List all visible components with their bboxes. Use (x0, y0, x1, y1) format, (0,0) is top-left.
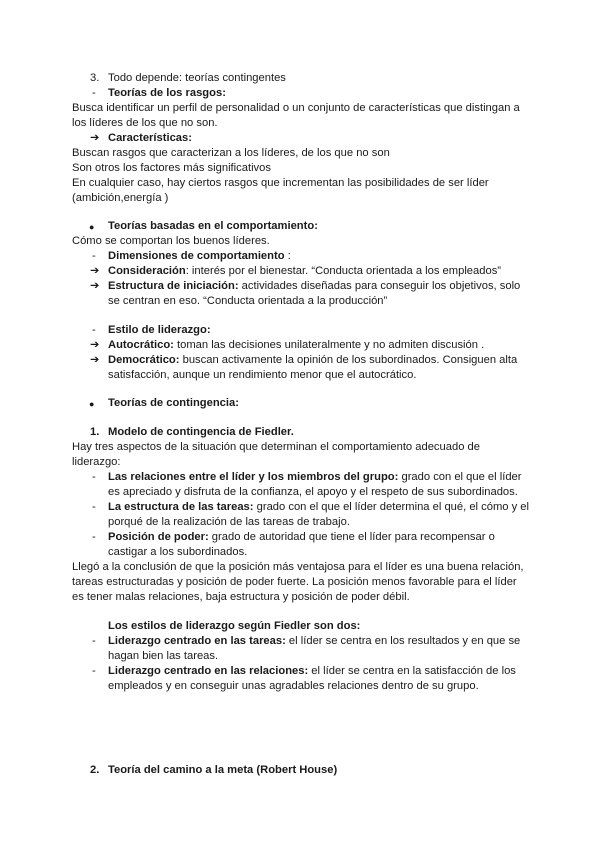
estructura-label: La estructura de las tareas: (108, 501, 254, 513)
paragraph-line: hagan bien las tareas. (108, 650, 219, 662)
dash-marker: - (92, 471, 96, 483)
paragraph-line: Busca identificar un perfil de personalidad o un conjunto de características que distingan a (72, 102, 520, 114)
comportamiento-heading: Teorías basadas en el comportamiento: (108, 220, 318, 232)
paragraph-line: empleados y en conseguir unas agradables relaciones dentro de su grupo. (108, 680, 479, 692)
relaciones-label: Las relaciones entre el líder y los miembros del grupo: (108, 471, 399, 483)
relaciones2-text: el líder se centra en la satisfacción de los (308, 665, 516, 677)
iniciacion-line (108, 279, 520, 294)
contingencia-heading: Teorías de contingencia: (108, 397, 239, 409)
list-number: 3. (90, 72, 100, 84)
paragraph-line: (ambición,energía ) (72, 192, 169, 204)
bullet-icon: ● (89, 222, 95, 232)
paragraph-line: Hay tres aspectos de la situación que determinan el comportamiento adecuado de (72, 441, 480, 453)
relaciones-text: grado con el que el líder (398, 471, 522, 483)
list-item-text: Todo depende: teorías contingentes (108, 72, 286, 84)
iniciacion-text: actividades diseñadas para conseguir los objetivos, solo (238, 280, 521, 292)
dimensiones-line (108, 249, 291, 264)
paragraph-line: porqué de la realización de las tareas de trabajo. (108, 516, 350, 528)
arrow-icon: ➔ (90, 280, 100, 292)
tareas-text: el líder se centra en los resultados y en que se (285, 635, 521, 647)
dash-marker: - (92, 635, 96, 647)
poder-label: Posición de poder: (108, 531, 209, 543)
iniciacion-label: Estructura de iniciación: (108, 280, 239, 292)
consideracion-label: Consideración (108, 265, 186, 277)
autocratico-label: Autocrático: (108, 339, 174, 351)
paragraph-line: se centran en eso. “Conducta orientada a la producción” (108, 295, 388, 307)
poder-line (108, 530, 495, 545)
list-number: 2. (90, 764, 100, 776)
dash-marker: - (92, 531, 96, 543)
camino-heading: Teoría del camino a la meta (Robert House) (108, 764, 338, 776)
estructura-text: grado con el que el líder determina el qué, el cómo y el (253, 501, 530, 513)
list-number: 1. (90, 426, 100, 438)
fiedler-heading: Modelo de contingencia de Fiedler. (108, 426, 294, 438)
dash-marker: - (92, 665, 96, 677)
dash-marker: - (92, 501, 96, 513)
estilo-heading: Estilo de liderazgo: (108, 324, 211, 336)
democratico-label: Democrático: (108, 354, 180, 366)
paragraph-line: Son otros los factores más significativos (72, 162, 271, 174)
paragraph-line: es tener malas relaciones, baja estructura y posición de poder débil. (72, 591, 410, 603)
poder-text: grado de autoridad que tiene el líder para recompensar o (208, 531, 495, 543)
paragraph-line: liderazgo: (72, 456, 121, 468)
dash-marker: - (92, 250, 96, 262)
consideracion-line (108, 264, 501, 279)
relaciones2-line (108, 664, 516, 679)
dash-marker: - (92, 324, 96, 336)
arrow-icon: ➔ (90, 354, 100, 366)
estructura-line (108, 500, 529, 515)
relaciones-line (108, 470, 522, 485)
consideracion-text: : interés por el bienestar. “Conducta orientada a los empleados” (185, 265, 502, 277)
dimensiones-label: Dimensiones de comportamiento (108, 250, 285, 262)
democratico-text: buscan activamente la opinión de los subordinados. Consiguen alta (179, 354, 518, 366)
bullet-icon: ● (89, 399, 95, 409)
paragraph-line: Llegó a la conclusión de que la posición más ventajosa para el líder es una buena relación, (72, 561, 524, 573)
autocratico-line (108, 338, 484, 353)
democratico-line (108, 353, 517, 368)
estilos-heading: Los estilos de liderazgo según Fiedler son dos: (108, 620, 361, 632)
paragraph-line: Cómo se comportan los buenos líderes. (72, 235, 270, 247)
paragraph-line: es apreciado y disfruta de la confianza, el apoyo y el respeto de sus subordinados. (108, 486, 518, 498)
paragraph-line: Buscan rasgos que caracterizan a los líderes, de los que no son (72, 147, 390, 159)
tareas-line (108, 634, 520, 649)
arrow-icon: ➔ (90, 339, 100, 351)
tareas-label: Liderazgo centrado en las tareas: (108, 635, 286, 647)
arrow-icon: ➔ (90, 265, 100, 277)
paragraph-line: los líderes de los que no son. (72, 117, 218, 129)
dash-marker: - (92, 87, 96, 99)
arrow-icon: ➔ (90, 132, 100, 144)
relaciones2-label: Liderazgo centrado en las relaciones: (108, 665, 309, 677)
dimensiones-suffix: : (284, 250, 291, 262)
rasgos-heading: Teorías de los rasgos: (108, 87, 226, 99)
caracteristicas-heading: Características: (108, 132, 192, 144)
paragraph-line: tareas estructuradas y posición de poder fuerte. La posición menos favorable para el líder (72, 576, 517, 588)
autocratico-text: toman las decisiones unilateralmente y no admiten discusión . (173, 339, 485, 351)
paragraph-line: En cualquier caso, hay ciertos rasgos que incrementan las posibilidades de ser líder (72, 177, 489, 189)
paragraph-line: satisfacción, aunque un rendimiento menor que el autocrático. (108, 369, 417, 381)
paragraph-line: castigar a los subordinados. (108, 546, 248, 558)
